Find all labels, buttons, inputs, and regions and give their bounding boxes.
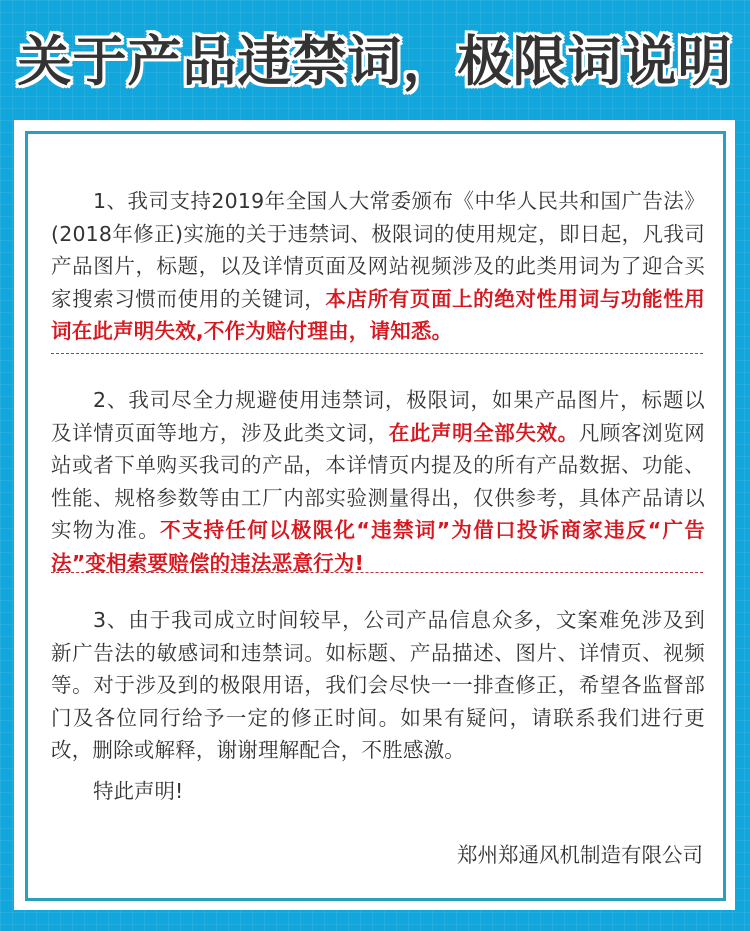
section-2-emphasis-1: 在此声明全部失效。 xyxy=(388,420,579,445)
section-2-text-2: 凡顾客浏览网站或者下单购买我司的产品，本详情页内提及的所有产品数据、功能、性能、规格参数等由工厂内部实验测量得出，仅供参考，具体产品请以实物为准。 xyxy=(51,420,705,542)
section-2-number: 2、 xyxy=(93,388,129,412)
page-title: 关于产品违禁词，极限词说明 xyxy=(17,30,733,93)
dashed-separator xyxy=(51,353,703,354)
section-1-text: 我司支持2019年全国人大常委颁布《中华人民共和国广告法》(2018年修正)实施的关于违禁词、极限词的使用规定，即日起，凡我司产品图片，标题，以及详情页面及网站视频涉及的此类用词为了迎合买家搜索习惯而使用的关键词， xyxy=(51,189,705,311)
section-1-emphasis: 本店所有页面上的绝对性用词与功能性用词在此声明失效,不作为赔付理由，请知悉。 xyxy=(51,286,705,343)
company-signature: 郑州郑通风机制造有限公司 xyxy=(457,843,703,867)
statement-panel xyxy=(25,131,726,901)
dashed-separator xyxy=(51,572,703,573)
closing-statement: 特此声明! xyxy=(93,779,184,803)
outer-frame xyxy=(14,120,735,910)
section-2 xyxy=(51,384,705,579)
section-1 xyxy=(51,185,705,348)
section-3-number: 3、 xyxy=(93,608,129,632)
section-2-text-1: 我司尽全力规避使用违禁词，极限词，如果产品图片，标题以及详情页面等地方，涉及此类文词， xyxy=(51,388,705,445)
section-3 xyxy=(51,604,705,767)
section-3-text: 由于我司成立时间较早，公司产品信息众多，文案难免涉及到新广告法的敏感词和违禁词。如标题、产品描述、图片、详情页、视频等。对于涉及到的极限用语，我们会尽快一一排查修正，希望各监督部门及各位同行给予一定的修正时间。如果有疑问，请联系我们进行更改，删除或解释，谢谢理解配合，不胜感激。 xyxy=(51,608,705,762)
section-1-number: 1、 xyxy=(93,189,128,213)
section-2-emphasis-2: 不支持任何以极限化“违禁词”为借口投诉商家违反“广告法”变相索要赔偿的违法恶意行为! xyxy=(51,518,705,575)
